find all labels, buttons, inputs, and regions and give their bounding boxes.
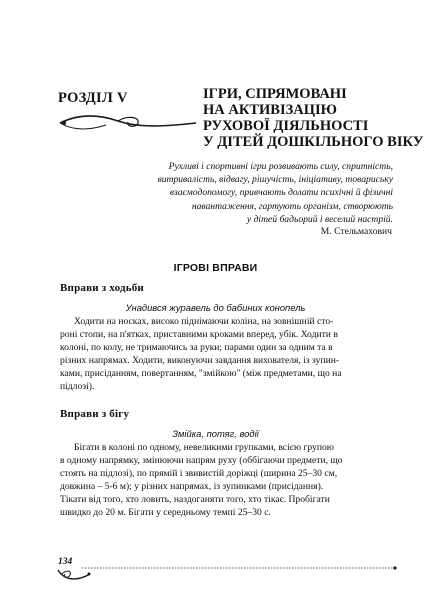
epigraph bbox=[138, 160, 393, 226]
paragraph-line: Тікати від того, хто ловить, наздоганяти того, хто тікає. Пробігати bbox=[60, 494, 330, 506]
walking-game-title: Унадився журавель до бабиних конопель bbox=[125, 302, 306, 313]
chapter-title-line: ІГРИ, СПРЯМОВАНІ bbox=[203, 86, 347, 102]
paragraph-line: підлозі). bbox=[60, 381, 95, 393]
paragraph-line: швидко до 20 м. Бігати у середньому темпі 25–30 с. bbox=[60, 507, 271, 519]
page-number: 134 bbox=[58, 557, 73, 567]
chapter-title-line: НА АКТИВІЗАЦІЮ bbox=[203, 102, 337, 118]
flourish-ornament-icon bbox=[58, 112, 198, 134]
chapter-title-line: У ДІТЕЙ ДОШКІЛЬНОГО ВІКУ bbox=[203, 134, 424, 150]
epigraph-line: навантаження, гартують організм, створюють bbox=[191, 200, 393, 212]
epigraph-line: взаємодопомогу, привчають долати психічні й фізичні bbox=[169, 187, 393, 199]
running-heading: Вправи з бігу bbox=[60, 408, 130, 420]
epigraph-line: Рухливі і спортивні ігри розвивають силу, спритність, bbox=[168, 161, 393, 172]
running-paragraph bbox=[60, 441, 392, 520]
chapter-title-line: РУХОВОЇ ДІЯЛЬНОСТІ bbox=[203, 118, 369, 134]
paragraph-line: роні стопи, на п'ятках, приставними кроками вперед, убік. Ходити в bbox=[60, 329, 338, 341]
paragraph-line: ками, присіданням, повертанням, "змійкою" (між предметами, що на bbox=[60, 368, 342, 380]
epigraph-line: витривалість, відвагу, рішучість, ініціативу, товариську bbox=[157, 174, 393, 186]
paragraph-line: Бігати в колоні по одному, невеликими групками, всією групою bbox=[74, 442, 334, 453]
paragraph-line: стоять на підлозі), по прямій і звивистій доріжці (ширина 25–30 см, bbox=[60, 468, 338, 480]
epigraph-line: у дітей бадьорий і веселий настрій. bbox=[246, 213, 393, 225]
footer-rule bbox=[82, 563, 398, 573]
paragraph-line: Ходити на носках, високо піднімаючи коліна, на зовнішній сто- bbox=[74, 316, 334, 327]
paragraph-line: довжина – 5-6 м); у різних напрямах, із зупинками (присідання). bbox=[60, 481, 324, 493]
running-game-title: Змійка, потяг, водії bbox=[172, 428, 259, 439]
paragraph-line: колоні, по колу, не тримаючись за руки; парами один за одним та в bbox=[60, 342, 333, 354]
games-section-heading: ІГРОВІ ВПРАВИ bbox=[173, 262, 258, 274]
epigraph-author: М. Стельмахович bbox=[320, 226, 392, 237]
flourish-ornament-icon bbox=[56, 566, 92, 584]
chapter-title bbox=[203, 86, 424, 150]
chapter-label: РОЗДІЛ V bbox=[58, 90, 128, 106]
walking-heading: Вправи з ходьби bbox=[60, 282, 144, 294]
paragraph-line: в одному напрямку, змінюючи напрям руху (оббігаючи предмети, що bbox=[60, 455, 343, 467]
walking-paragraph bbox=[60, 315, 392, 394]
paragraph-line: різних напрямах. Ходити, виконуючи завдання вихователя, із зупин- bbox=[60, 355, 340, 367]
